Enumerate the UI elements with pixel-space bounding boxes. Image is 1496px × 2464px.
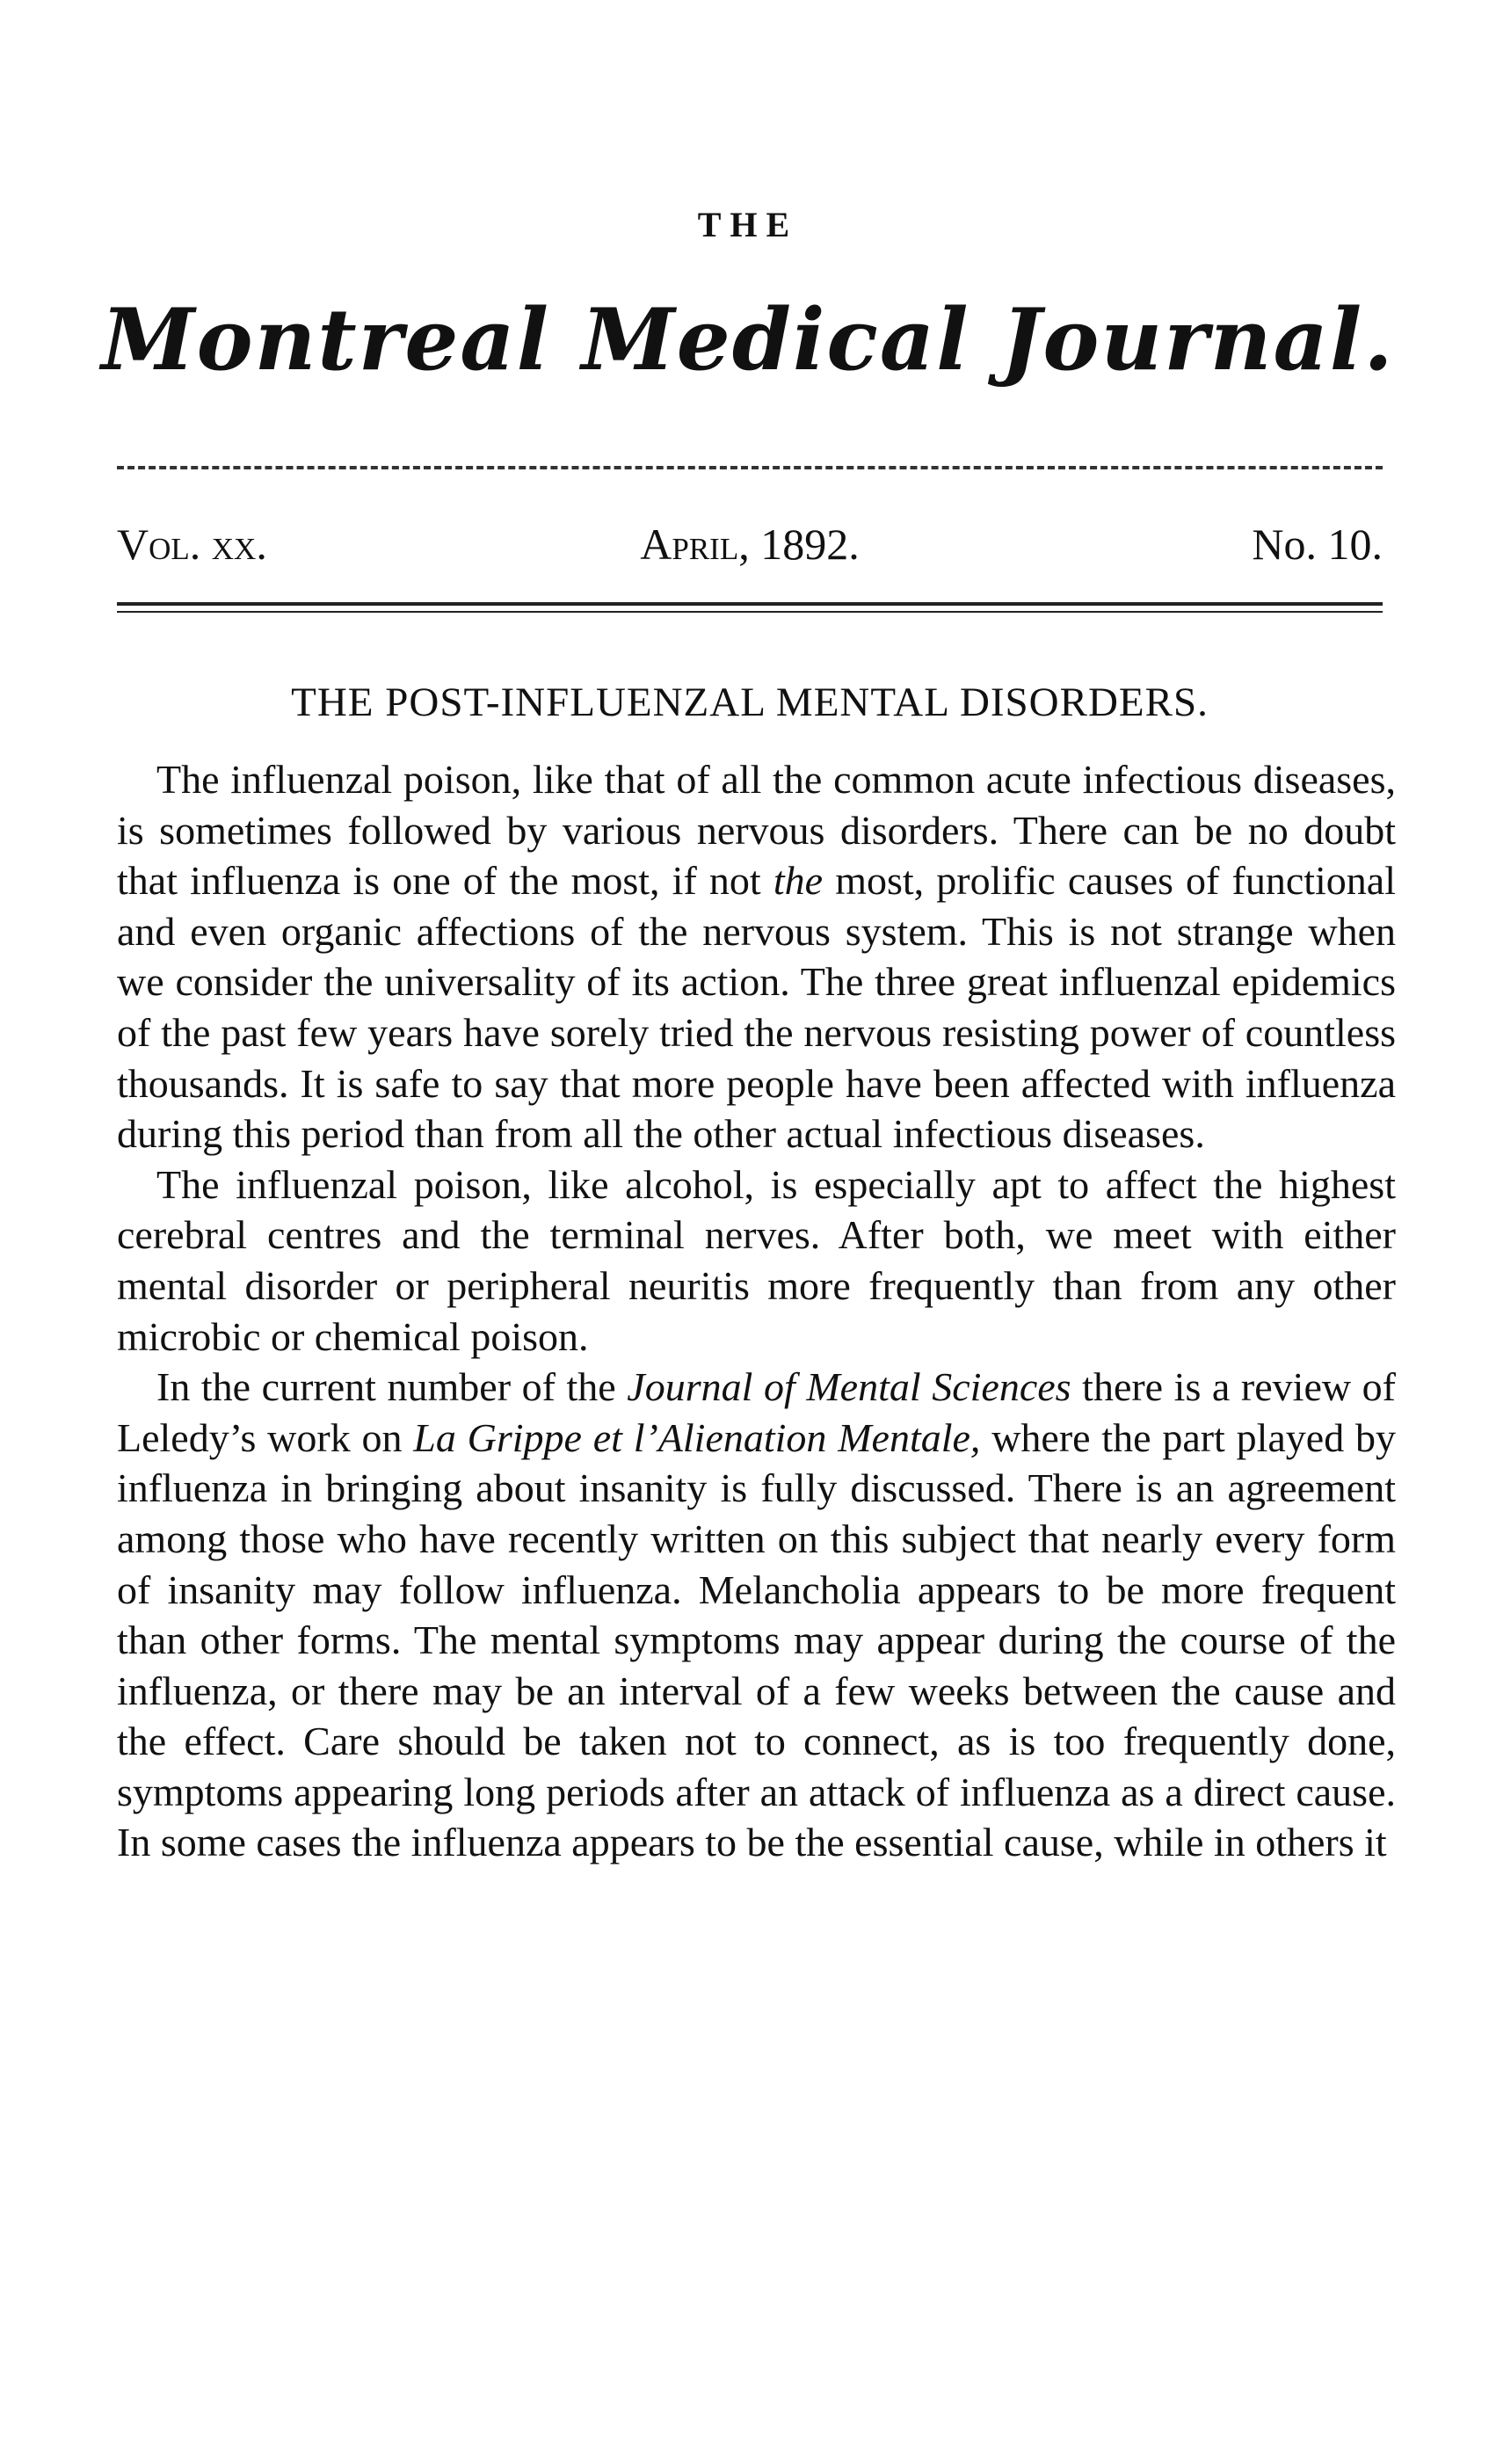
- paragraph-3-text-c: where the part played by influenza in bringing about insanity is fully discussed. There is an agreement among those who have recently written on this subject that nearly every form of insanity may follow influenza. Melancholia appears to be more frequent than other forms. The mental symptoms may appear during the course of the influenza, or there may be an interval of a few weeks between the cause and the effect. Care should be taken not to connect, as is too frequently done, symptoms appearing long periods after an attack of influenza as a direct cause. In some cases the influenza appears to be the essential cause, while in others it: [117, 1414, 1397, 1865]
- issue-number: No. 10.: [1252, 520, 1383, 569]
- double-rule-top: [117, 602, 1383, 606]
- masthead-the: THE: [697, 205, 799, 244]
- paragraph-1-text-b: most, prolific causes of functional and even organic affections of the nervous system. This is not strange when we consider the universality of its action. The three great influenzal epidemics of the past few years have sorely tried the nervous resisting power of countless thousands. It is safe to say that more people have been affected with influenza during this period than from all the other actual infectious diseases.: [117, 858, 1396, 1157]
- journal-title: Montreal Medical Journal.: [101, 290, 1395, 389]
- issue-date: April, 1892.: [640, 520, 860, 569]
- journal-citation: Journal of Mental Sciences: [627, 1364, 1071, 1410]
- paragraph-3-text-a: In the current number of the: [156, 1364, 628, 1410]
- paragraph-3-text-b: there is a review of Leledy’s work on: [117, 1364, 1396, 1460]
- double-rule-bottom: [117, 611, 1383, 613]
- article-title: THE POST-INFLUENZAL MENTAL DISORDERS.: [291, 680, 1209, 725]
- paragraph-1-text-a: The influenzal poison, like that of all the common acute infectious diseases, is sometimes followed by various nervous disorders. There can be no doubt that influenza is one of the most, if not: [117, 757, 1396, 904]
- paragraph-1-emphasis: the: [773, 858, 824, 904]
- masthead-dashed-rule: [117, 466, 1383, 469]
- article-body: [117, 754, 1396, 1868]
- volume-label: Vol. xx.: [117, 520, 267, 569]
- book-citation: La Grippe et l’Alienation Mentale,: [413, 1414, 981, 1460]
- paragraph-1: [117, 754, 1396, 1159]
- paragraph-3: [117, 1362, 1396, 1868]
- issue-line: [117, 519, 1383, 580]
- paragraph-2: The influenzal poison, like alcohol, is especially apt to affect the highest cerebral centres and the terminal nerves. After both, we meet with either mental disorder or peripheral neuritis more frequently than from any other microbic or chemical poison.: [117, 1161, 1396, 1359]
